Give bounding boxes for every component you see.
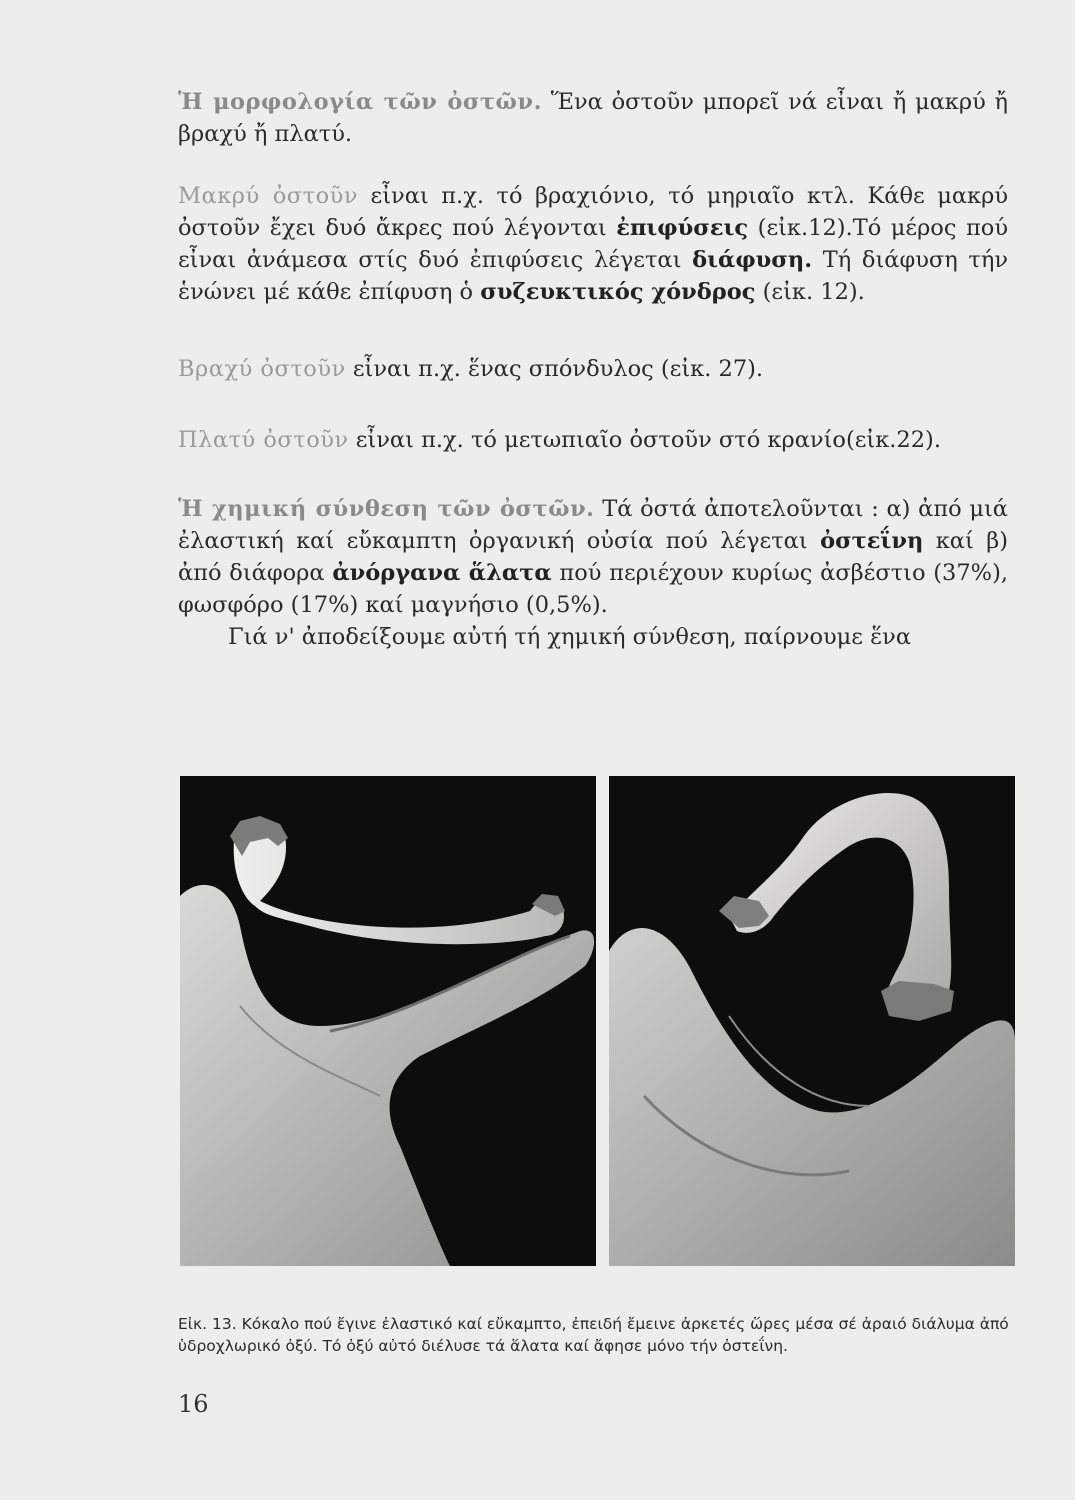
- page-number: 16: [178, 1390, 209, 1418]
- term-salts: ἀνόργανα ἅλατα: [332, 560, 552, 586]
- term-ossein: ὀστεΐνη: [820, 528, 924, 554]
- term-epiphyses: ἐπιφύσεις: [616, 215, 749, 241]
- figure-caption: Εἰκ. 13. Κόκαλο πού ἔγινε ἐλαστικό καί εὔκαμπτο, ἐπειδή ἔμεινε ἀρκετές ὥρες μέσα σέ ἀραιό διάλυμα ἀπό ὑδροχλωρικό ὀξύ. Τό ὀξύ αὐτό διέλυσε τά ἅλατα καί ἄφησε μόνο τήν ὀστεΐνη.: [178, 1315, 1009, 1355]
- heading-flat-bone: Πλατύ ὀστοῦν: [178, 427, 349, 453]
- heading-morphology: Ἡ μορφολογία τῶν ὀστῶν.: [178, 89, 542, 115]
- term-cartilage: συζευκτικός χόνδρος: [480, 279, 756, 305]
- text-chemistry-2: καί β) ἀπό διάφορα: [178, 528, 1009, 586]
- text-flat-bone: εἶναι π.χ. τό μετωπιαῖο ὀστοῦν στό κρανίο(εἰκ.22).: [348, 427, 941, 453]
- paragraph-morphology: [178, 86, 1008, 150]
- paragraph-long-bone: [178, 180, 1008, 308]
- text-long-bone-4: (εἰκ. 12).: [755, 279, 865, 305]
- text-short-bone: εἶναι π.χ. ἕνας σπόνδυλος (εἰκ. 27).: [345, 356, 764, 382]
- heading-short-bone: Βραχύ ὀστοῦν: [178, 356, 346, 382]
- text-chemistry-1: Τά ὀστά ἀποτελοῦνται : α) ἀπό μιά ἐλαστική καί εὔκαμπτη ὀργανική οὐσία πού λέγεται: [178, 496, 1008, 554]
- bone-hand-left-illustration: [180, 776, 596, 1266]
- paragraph-short-bone: [178, 353, 1008, 385]
- text-long-bone-1: εἶναι π.χ. τό βραχιόνιο, τό μηριαῖο κτλ. Κάθε μακρύ ὀστοῦν ἔχει δυό ἄκρες πού λέγονται: [178, 183, 1008, 241]
- text-long-bone-2: (εἰκ.12).Τό μέρος πού εἶναι ἀνάμεσα στίς δυό ἐπιφύσεις λέγεται: [178, 215, 1008, 273]
- bone-hand-right-illustration: [609, 776, 1015, 1266]
- paragraph-flat-bone: [178, 424, 1008, 456]
- heading-long-bone: Μακρύ ὀστοῦν: [178, 183, 358, 209]
- text-morphology: Ἕνα ὀστοῦν μπορεῖ νά εἶναι ἤ μακρύ ἤ βραχύ ἤ πλατύ.: [178, 89, 1008, 147]
- text-long-bone-3: Τή διάφυση τήν ἑνώνει μέ κάθε ἐπίφυση ὁ: [178, 247, 1008, 305]
- text-chemistry-4: Γιά ν' ἀποδείξουμε αὐτή τή χημική σύνθεση, παίρνουμε ἕνα: [228, 624, 912, 650]
- heading-chemistry: Ἡ χημική σύνθεση τῶν ὀστῶν.: [178, 496, 595, 522]
- photo-bone-in-hand-right: [609, 776, 1015, 1266]
- paragraph-chemistry: [178, 493, 1008, 653]
- term-diaphysis: διάφυση.: [692, 247, 813, 273]
- text-chemistry-3: πού περιέχουν κυρίως ἀσβέστιο (37%), φωσφόρο (17%) καί μαγνήσιο (0,5%).: [178, 560, 1008, 618]
- photo-bone-in-hand-left: [180, 776, 596, 1266]
